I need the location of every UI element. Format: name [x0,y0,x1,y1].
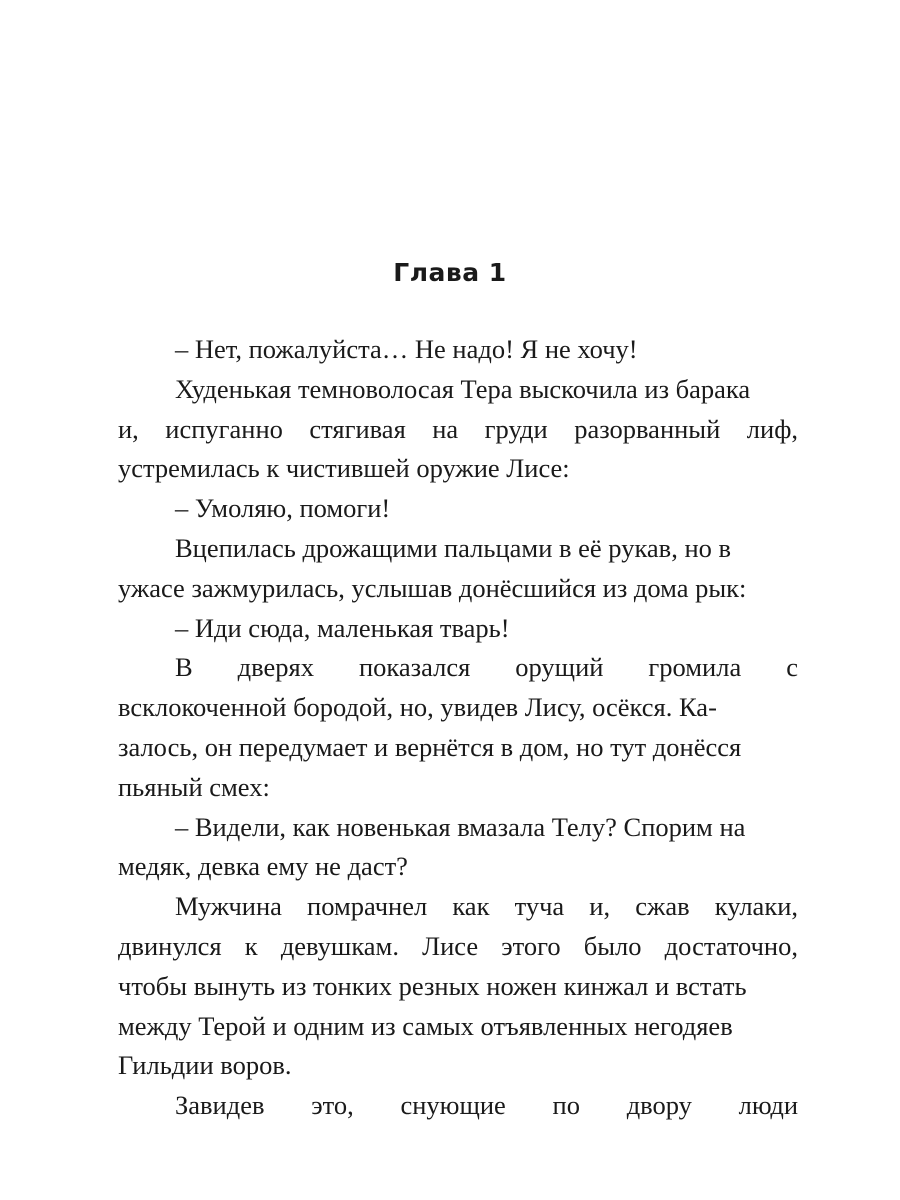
chapter-body [118,330,798,1126]
text-line: Вцепилась дрожащими пальцами в её рукав, но в [175,532,732,563]
text-line: – Иди сюда, маленькая тварь! [175,612,510,643]
text-line: двинулся к девушкам. Лисе этого было достаточно, [118,930,798,961]
text-line: медяк, девка ему не даст? [118,851,408,882]
chapter-title: Глава 1 [393,258,507,287]
text-line: Худенькая темноволосая Тера выскочила из барака [175,373,751,404]
text-line: пьяный смех: [118,771,270,802]
text-line: ужасе зажмурилась, услышав донёсшийся из дома рык: [118,572,747,603]
text-line: Гильдии воров. [118,1050,292,1081]
text-line: устремилась к чистившей оружие Лисе: [118,453,570,484]
text-line: залось, он передумает и вернётся в дом, но тут донёсся [118,731,742,762]
text-line: – Нет, пожалуйста… Не надо! Я не хочу! [175,334,638,364]
text-line: В дверях показался орущий громила с [175,652,798,683]
text-line: Мужчина помрачнел как туча и, сжав кулаки, [175,891,798,922]
text-line: чтобы вынуть из тонких резных ножен кинжал и встать [118,970,747,1001]
text-line: всклокоченной бородой, но, увидев Лису, осёкся. Ка- [118,692,717,723]
text-line: между Терой и одним из самых отъявленных негодяев [118,1010,733,1041]
text-line: – Видели, как новенькая вмазала Телу? Спорим на [175,811,746,842]
text-line: – Умоляю, помоги! [175,493,391,524]
text-line: и, испуганно стягивая на груди разорванный лиф, [118,413,798,444]
text-line: Завидев это, снующие по двору люди [175,1090,798,1121]
